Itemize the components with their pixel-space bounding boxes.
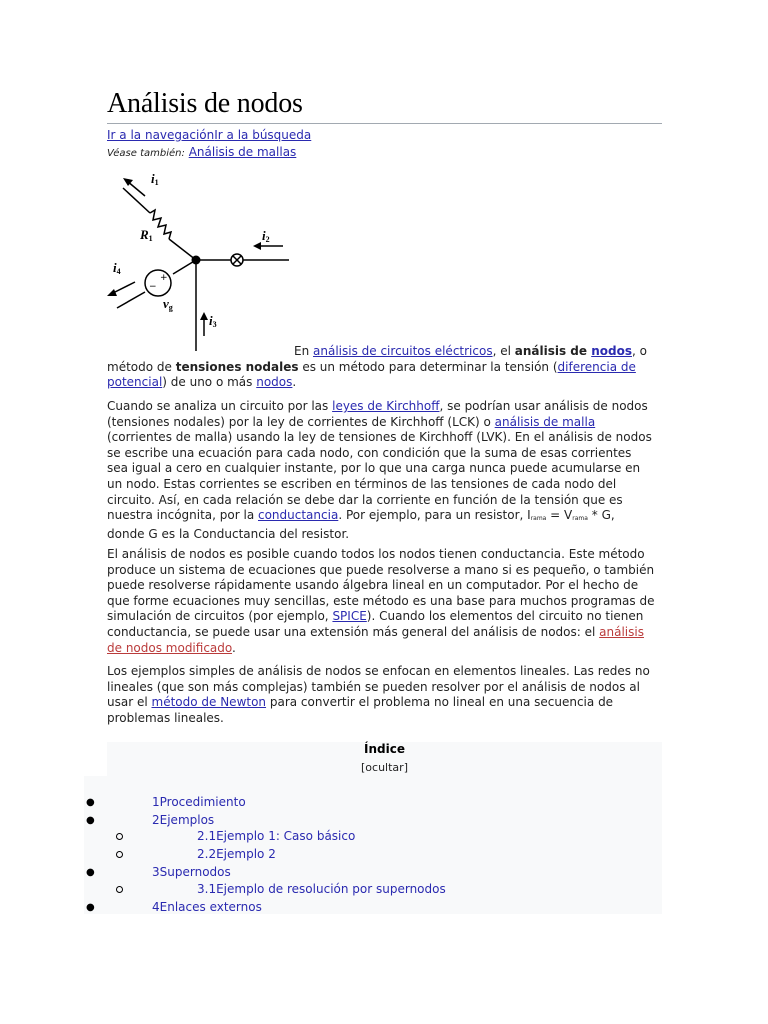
- wire-r1-node: [169, 239, 196, 260]
- toc-item-ejemplo-supernodos[interactable]: 3.1Ejemplo de resolución por supernodos: [197, 882, 446, 896]
- kirchhoff-paragraph: Cuando se analiza un circuito por las leyes de Kirchhoff, se podrían usar análisis de nodos (tensiones nodales) por la ley de corrientes de Kirchhoff (LCK) o análisis de malla (corrientes de malla) usando la ley de tensiones de Kirchhoff (LVK). En el análisis de nodos se escribe una ecuación para cada nodo, con condición que la suma de esas corrientes sea igual a cero en cualquier instante, por lo que una carga nunca puede acumularse en un nodo. Estas corrientes se escriben en términos de las tensiones de cada nodo del circuito. Así, en cada relación se debe dar la corriente en función de la tensión que es nuestra incógnita, por la conductancia. Por ejemplo, para un resistor, $I_{rama} = V_{rama} * G$, donde G es la Conductancia del resistor.: [107, 399, 652, 541]
- toc-subbullet: [116, 851, 123, 858]
- link-analisis-circuitos[interactable]: análisis de circuitos eléctricos: [313, 344, 493, 358]
- goto-navigation-link[interactable]: Ir a la navegación: [107, 128, 215, 142]
- node-dot: [192, 256, 201, 265]
- arrow-i3-head: [200, 312, 208, 320]
- link-conductancia[interactable]: conductancia: [257, 508, 339, 523]
- wire-r1: [123, 188, 150, 213]
- toc-item-enlaces-externos[interactable]: 4Enlaces externos: [152, 900, 262, 914]
- toc-item-procedimiento[interactable]: 1Procedimiento: [152, 795, 246, 809]
- link-analisis-nodos-modificado[interactable]: análisis de nodos modificado: [107, 624, 644, 655]
- label-i2: i2: [262, 228, 270, 244]
- wire-source-out: [117, 292, 145, 308]
- label-i1: i1: [151, 171, 159, 187]
- toc-bullet: ●: [86, 902, 95, 913]
- toc-subbullet: [116, 886, 123, 893]
- label-vg: vg: [163, 296, 173, 312]
- toc-item-ejemplos[interactable]: 2Ejemplos: [152, 813, 215, 827]
- source-minus-sign: −: [149, 282, 157, 292]
- skip-links: [107, 128, 311, 142]
- intro-paragraph: En análisis de circuitos eléctricos, el análisis de nodos, o método de tensiones nodales es un método para determinar la tensión (diferencia de potencial) de uno o más nodos.: [107, 344, 647, 390]
- arrow-i4-head: [107, 289, 117, 296]
- link-metodo-newton[interactable]: método de Newton: [151, 695, 267, 710]
- method-paragraph: El análisis de nodos es posible cuando todos los nodos tienen conductancia. Este método produce un sistema de ecuaciones que puede resolverse a mano si es pequeño, o también puede resolverse rápidamente usando álgebra lineal en un computador. Por el hecho de que forme ecuaciones muy sencillas, este método es una base para muchos programas de simulación de circuitos (por ejemplo, SPICE). Cuando los elementos del circuito no tienen conductancia, se puede usar una extensión más general del análisis de nodos: el análisis de nodos modificado.: [107, 547, 655, 655]
- circuit-node-diagram: [95, 168, 295, 353]
- arrow-i2-head: [253, 242, 261, 250]
- source-plus-sign: +: [160, 273, 168, 283]
- page-title: Análisis de nodos: [107, 88, 303, 119]
- label-i4: i4: [113, 260, 121, 276]
- link-diferencia-potencial[interactable]: diferencia de potencial: [107, 359, 636, 390]
- toc-item-supernodos[interactable]: 3Supernodos: [152, 865, 231, 879]
- toc-bullet: ●: [86, 797, 95, 808]
- toc-bullet: ●: [86, 815, 95, 826]
- link-leyes-kirchhoff[interactable]: leyes de Kirchhoff: [332, 399, 440, 413]
- label-i3: i3: [209, 313, 217, 329]
- see-also-link[interactable]: Análisis de mallas: [188, 145, 297, 159]
- nonlinear-paragraph: Los ejemplos simples de análisis de nodos se enfocan en elementos lineales. Las redes no lineales (que son más complejas) también se pueden resolver por el análisis de nodos al usar el método de Newton para convertir el problema no lineal en una secuencia de problemas lineales.: [107, 664, 650, 725]
- toc-toggle[interactable]: [ocultar]: [361, 761, 408, 774]
- link-nodos[interactable]: nodos: [591, 344, 632, 358]
- toc-item-ejemplo-1[interactable]: 2.1Ejemplo 1: Caso básico: [197, 829, 356, 843]
- see-also-note: [107, 145, 296, 159]
- link-spice[interactable]: SPICE: [332, 609, 367, 624]
- resistor-r1: [150, 210, 171, 239]
- toc-item-ejemplo-2[interactable]: 2.2Ejemplo 2: [197, 847, 276, 861]
- toc-title: Índice: [364, 742, 405, 756]
- goto-search-link[interactable]: Ir a la búsqueda: [214, 128, 312, 142]
- toc-bullet: ●: [86, 867, 95, 878]
- link-analisis-malla[interactable]: análisis de malla: [494, 414, 596, 429]
- link-nodos-2[interactable]: nodos: [256, 375, 293, 390]
- toc-subbullet: [116, 833, 123, 840]
- title-divider: [107, 123, 662, 124]
- label-r1: R1: [140, 227, 153, 243]
- see-also-label: Véase también:: [107, 148, 185, 159]
